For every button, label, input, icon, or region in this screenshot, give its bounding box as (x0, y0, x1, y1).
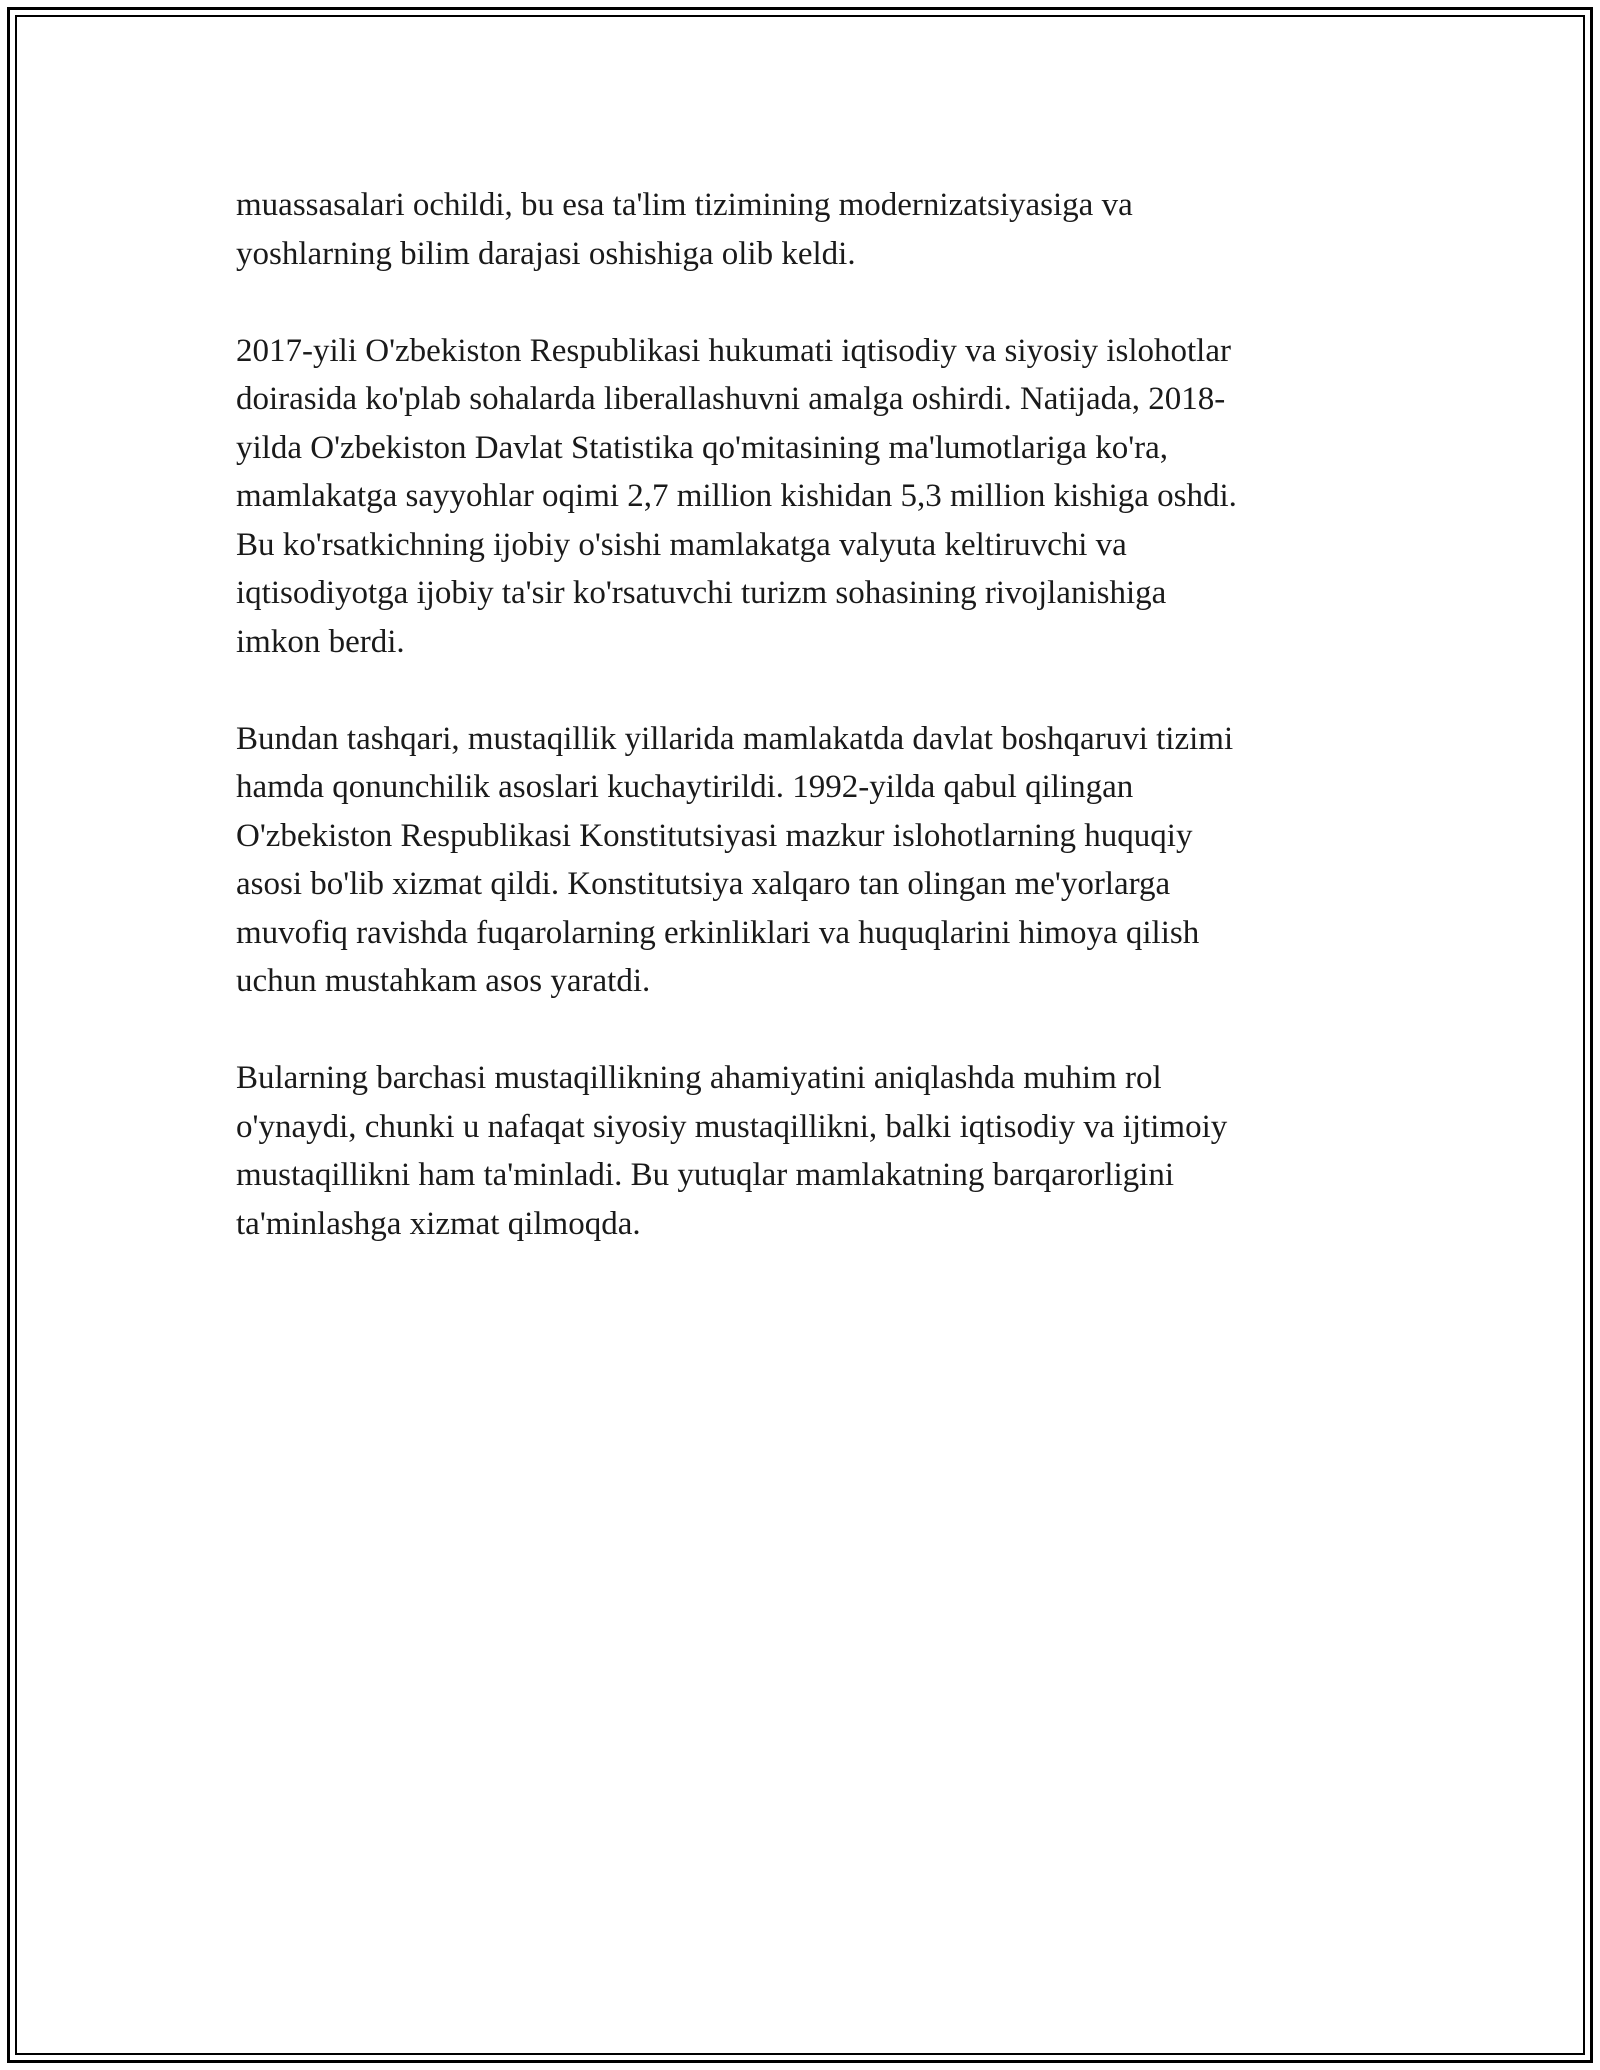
text-line: uchun mustahkam asos yaratdi. (236, 963, 651, 999)
text-line: muvofiq ravishda fuqarolarning erkinliklari va huquqlarini himoya qilish (236, 914, 1200, 951)
text-line: imkon berdi. (236, 623, 405, 660)
paragraph-3 (236, 715, 1366, 1006)
text-line: asosi bo'lib xizmat qildi. Konstitutsiya xalqaro tan olingan me'yorlarga (236, 866, 1171, 902)
text-line: mustaqillikni ham ta'minladi. Bu yutuqlar mamlakatning barqarorligini (236, 1157, 1175, 1193)
paragraph-4 (236, 1054, 1366, 1248)
text-line: yilda O'zbekiston Davlat Statistika qo'mitasining ma'lumotlariga ko'ra, (236, 429, 1169, 466)
text-line: Bu ko'rsatkichning ijobiy o'sishi mamlakatga valyuta keltiruvchi va (236, 526, 1127, 563)
text-line: o'ynaydi, chunki u nafaqat siyosiy mustaqillikni, balki iqtisodiy va ijtimoiy (236, 1108, 1228, 1145)
paragraph-1 (236, 181, 1366, 278)
paragraph-2 (236, 327, 1366, 667)
text-line: mamlakatga sayyohlar oqimi 2,7 million kishidan 5,3 million kishiga oshdi. (236, 478, 1237, 514)
text-line: iqtisodiyotga ijobiy ta'sir ko'rsatuvchi turizm sohasining rivojlanishiga (236, 575, 1167, 611)
text-line: muassasalari ochildi, bu esa ta'lim tizimining modernizatsiyasiga va (236, 187, 1133, 223)
text-line: Bundan tashqari, mustaqillik yillarida mamlakatda davlat boshqaruvi tizimi (236, 720, 1234, 757)
document-body (236, 181, 1366, 1297)
text-line: yoshlarning bilim darajasi oshishiga olib keldi. (236, 235, 856, 272)
text-line: 2017-yili O'zbekiston Respublikasi hukumati iqtisodiy va siyosiy islohotlar (236, 332, 1231, 369)
text-line: doirasida ko'plab sohalarda liberallashuvni amalga oshirdi. Natijada, 2018- (236, 381, 1226, 417)
text-line: Bularning barchasi mustaqillikning ahamiyatini aniqlashda muhim rol (236, 1060, 1162, 1096)
text-line: O'zbekiston Respublikasi Konstitutsiyasi mazkur islohotlarning huquqiy (236, 817, 1193, 854)
text-line: hamda qonunchilik asoslari kuchaytirildi. 1992-yilda qabul qilingan (236, 769, 1134, 805)
text-line: ta'minlashga xizmat qilmoqda. (236, 1205, 641, 1242)
